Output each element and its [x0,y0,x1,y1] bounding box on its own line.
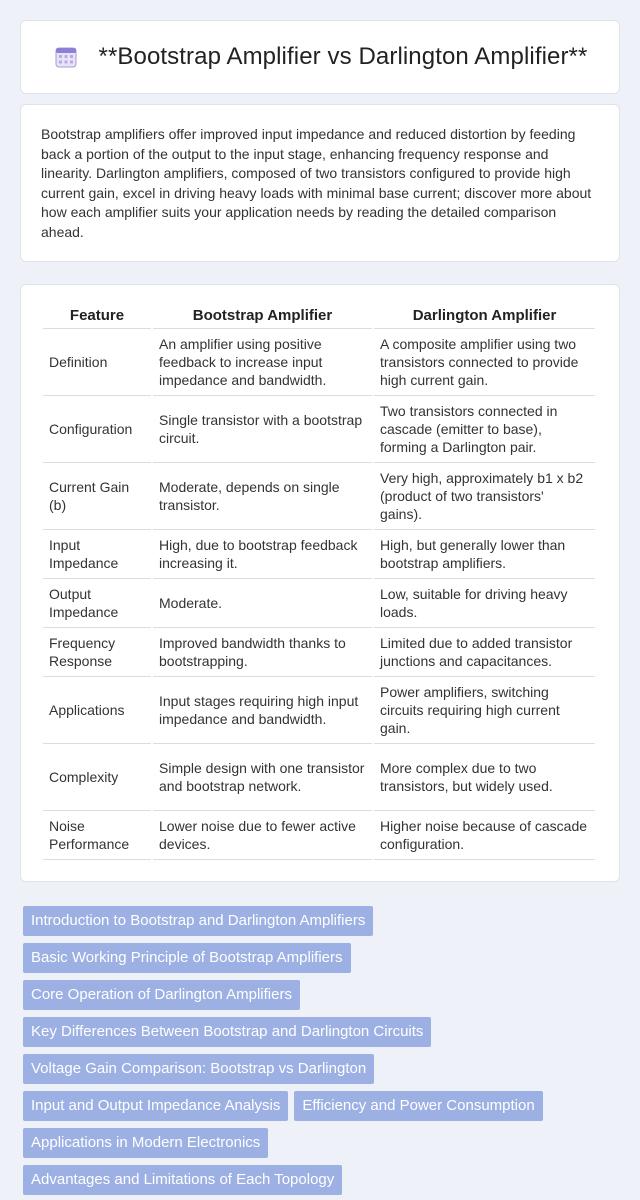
topic-link[interactable]: Efficiency and Power Consumption [294,1091,542,1121]
topic-link[interactable]: Introduction to Bootstrap and Darlington Amplifiers [23,906,373,936]
comparison-table [41,303,597,860]
topic-link[interactable]: Voltage Gain Comparison: Bootstrap vs Darlington [23,1054,374,1084]
feature-cell: Current Gain (b) [43,463,151,530]
darlington-cell: A composite amplifier using two transistors connected to provide high current gain. [374,329,595,396]
feature-cell: Input Impedance [43,530,151,579]
table-row [43,628,595,677]
intro-card [20,104,620,262]
topic-link[interactable]: Input and Output Impedance Analysis [23,1091,288,1121]
table-header-row [43,303,595,329]
darlington-cell: Limited due to added transistor junctions and capacitances. [374,628,595,677]
table-row [43,811,595,860]
feature-cell: Complexity [43,744,151,811]
feature-cell: Noise Performance [43,811,151,860]
bootstrap-cell: Single transistor with a bootstrap circuit. [153,396,372,463]
darlington-cell: High, but generally lower than bootstrap amplifiers. [374,530,595,579]
darlington-cell: More complex due to two transistors, but widely used. [374,744,595,811]
bootstrap-cell: Lower noise due to fewer active devices. [153,811,372,860]
table-row [43,463,595,530]
header-feature: Feature [43,303,151,329]
darlington-cell: Two transistors connected in cascade (emitter to base), forming a Darlington pair. [374,396,595,463]
topic-link[interactable]: Key Differences Between Bootstrap and Darlington Circuits [23,1017,431,1047]
table-row [43,396,595,463]
bootstrap-cell: Moderate, depends on single transistor. [153,463,372,530]
feature-cell: Output Impedance [43,579,151,628]
topic-links [23,906,623,1200]
page-title: **Bootstrap Amplifier vs Darlington Amplifier** [98,43,588,70]
bootstrap-cell: An amplifier using positive feedback to increase input impedance and bandwidth. [153,329,372,396]
table-row [43,744,595,811]
header-darlington: Darlington Amplifier [374,303,595,329]
topic-link[interactable]: Basic Working Principle of Bootstrap Amplifiers [23,943,351,973]
darlington-cell: Higher noise because of cascade configuration. [374,811,595,860]
darlington-cell: Very high, approximately b1 x b2 (product of two transistors' gains). [374,463,595,530]
table-row [43,677,595,744]
table-row [43,579,595,628]
calendar-grid-icon [53,44,79,70]
bootstrap-cell: Input stages requiring high input impedance and bandwidth. [153,677,372,744]
feature-cell: Frequency Response [43,628,151,677]
bootstrap-cell: Improved bandwidth thanks to bootstrapping. [153,628,372,677]
bootstrap-cell: Moderate. [153,579,372,628]
feature-cell: Applications [43,677,151,744]
intro-paragraph: Bootstrap amplifiers offer improved input impedance and reduced distortion by feeding back a portion of the output to the input stage, enhancing frequency response and linearity. Darlington amplifiers, composed of two transistors configured to provide high current gain, excel in driving heavy loads with minimal base current; discover more about how each amplifier suits your application needs by reading the detailed comparison ahead. [41,126,592,240]
bootstrap-cell: Simple design with one transistor and bootstrap network. [153,744,372,811]
comparison-table-card [20,284,620,882]
title-card [20,20,620,94]
topic-link[interactable]: Advantages and Limitations of Each Topology [23,1165,342,1195]
feature-cell: Configuration [43,396,151,463]
table-row [43,329,595,396]
topic-link[interactable]: Applications in Modern Electronics [23,1128,268,1158]
header-bootstrap: Bootstrap Amplifier [153,303,372,329]
topic-link[interactable]: Core Operation of Darlington Amplifiers [23,980,300,1010]
darlington-cell: Power amplifiers, switching circuits requiring high current gain. [374,677,595,744]
table-row [43,530,595,579]
feature-cell: Definition [43,329,151,396]
bootstrap-cell: High, due to bootstrap feedback increasing it. [153,530,372,579]
darlington-cell: Low, suitable for driving heavy loads. [374,579,595,628]
